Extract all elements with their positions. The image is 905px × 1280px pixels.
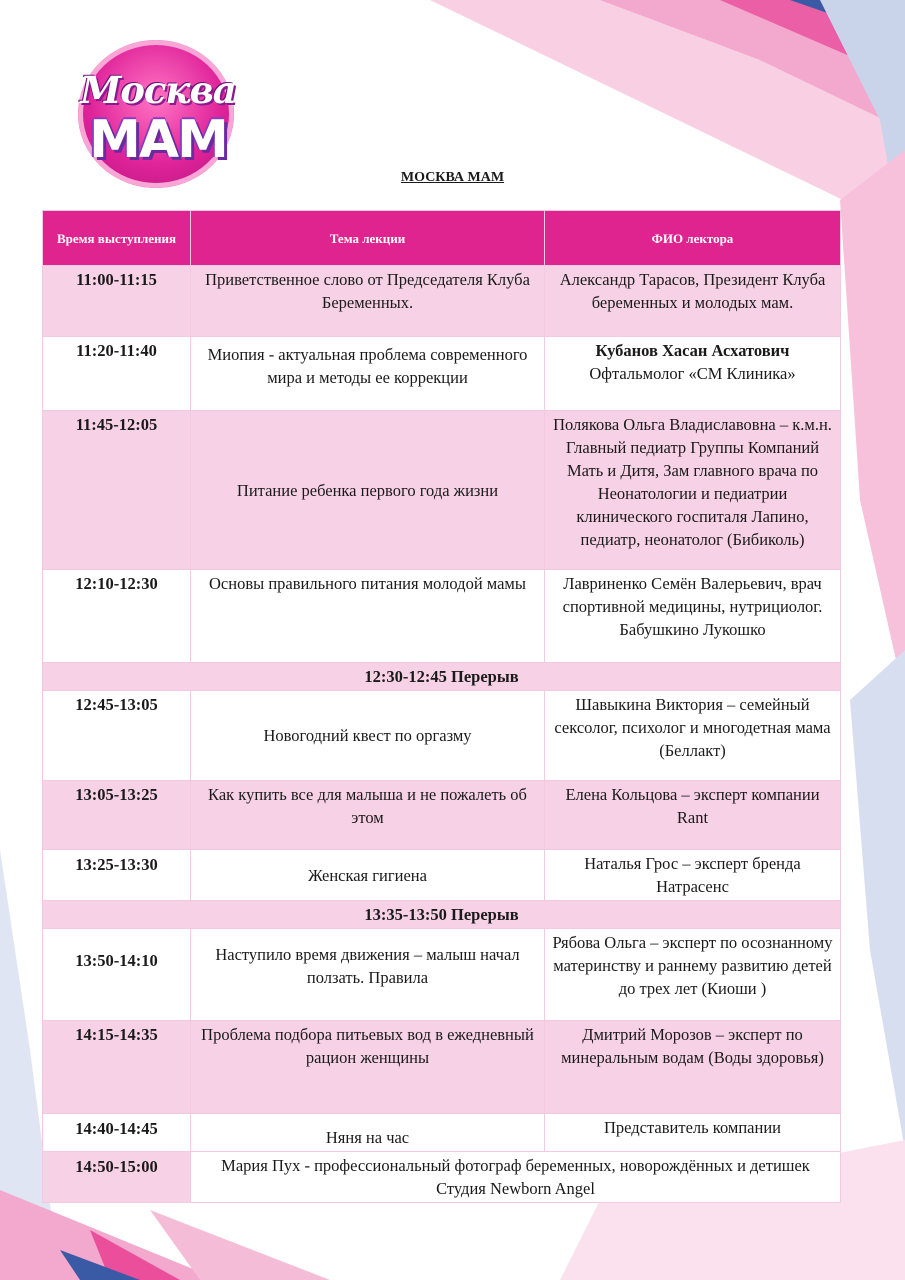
row-topic: Няня на час [191, 1114, 545, 1152]
row-time: 14:40-14:45 [43, 1114, 191, 1152]
row-topic: Питание ребенка первого года жизни [191, 411, 545, 570]
row-lecturer: Лавриненко Семён Валерьевич, врач спортивной медицины, нутрициолог. Бабушкино Лукошко [545, 570, 841, 663]
break-label: 12:30-12:45 Перерыв [43, 663, 841, 691]
row-topic: Приветственное слово от Председателя Клуба Беременных. [191, 266, 545, 337]
row-lecturer: Наталья Грос – эксперт бренда Натрасенс [545, 850, 841, 901]
table-row [43, 850, 841, 901]
row-time: 12:45-13:05 [43, 691, 191, 781]
lecturer-role: Офтальмолог «СМ Клиника» [589, 364, 796, 383]
row-time: 13:50-14:10 [43, 929, 191, 1021]
row-time: 14:15-14:35 [43, 1021, 191, 1114]
table-row [43, 266, 841, 337]
logo-block-text: МАМ [89, 110, 227, 170]
row-topic: Как купить все для малыша и не пожалеть об этом [191, 781, 545, 850]
lecturer-name: Кубанов Хасан Асхатович [595, 341, 790, 360]
row-lecturer: Дмитрий Морозов – эксперт по минеральным водам (Воды здоровья) [545, 1021, 841, 1114]
table-header-row [43, 211, 841, 266]
break-row [43, 901, 841, 929]
schedule-table [42, 210, 841, 1203]
row-time: 11:45-12:05 [43, 411, 191, 570]
row-combined: Мария Пух - профессиональный фотограф беременных, новорождённых и детишек Студия Newborn Angel [191, 1152, 841, 1203]
row-time: 11:00-11:15 [43, 266, 191, 337]
logo-script-text: Москва [80, 68, 236, 112]
row-lecturer [545, 337, 841, 411]
row-lecturer: Полякова Ольга Владиславовна – к.м.н. Главный педиатр Группы Компаний Мать и Дитя, Зам главного врача по Неонатологии и педиатрии клинического госпиталя Лапино, педиатр, неонатолог (Бибиколь) [545, 411, 841, 570]
header-time: Время выступления [43, 211, 191, 266]
break-row [43, 663, 841, 691]
header-topic: Тема лекции [191, 211, 545, 266]
moscow-mam-logo [72, 40, 244, 190]
row-topic: Миопия - актуальная проблема современного мира и методы ее коррекции [191, 337, 545, 411]
break-label: 13:35-13:50 Перерыв [43, 901, 841, 929]
row-lecturer: Представитель компании [545, 1114, 841, 1152]
row-lecturer: Елена Кольцова – эксперт компании Rant [545, 781, 841, 850]
document-title: МОСКВА МАМ [400, 170, 505, 185]
row-topic: Новогодний квест по оргазму [191, 691, 545, 781]
row-time: 11:20-11:40 [43, 337, 191, 411]
row-lecturer: Шавыкина Виктория – семейный сексолог, психолог и многодетная мама (Беллакт) [545, 691, 841, 781]
row-time: 12:10-12:30 [43, 570, 191, 663]
header-lecturer: ФИО лектора [545, 211, 841, 266]
table-row [43, 337, 841, 411]
row-topic: Проблема подбора питьевых вод в ежедневный рацион женщины [191, 1021, 545, 1114]
row-time: 14:50-15:00 [43, 1152, 191, 1203]
table-row [43, 691, 841, 781]
table-row [43, 1114, 841, 1152]
row-time: 13:05-13:25 [43, 781, 191, 850]
table-row [43, 570, 841, 663]
table-row [43, 929, 841, 1021]
row-time: 13:25-13:30 [43, 850, 191, 901]
row-lecturer: Александр Тарасов, Президент Клуба беременных и молодых мам. [545, 266, 841, 337]
table-row [43, 1152, 841, 1203]
table-row [43, 781, 841, 850]
row-topic: Основы правильного питания молодой мамы [191, 570, 545, 663]
row-topic: Наступило время движения – малыш начал ползать. Правила [191, 929, 545, 1021]
row-topic: Женская гигиена [191, 850, 545, 901]
table-row [43, 411, 841, 570]
row-lecturer: Рябова Ольга – эксперт по осознанному материнству и раннему развитию детей до трех лет (Киоши ) [545, 929, 841, 1021]
table-row [43, 1021, 841, 1114]
